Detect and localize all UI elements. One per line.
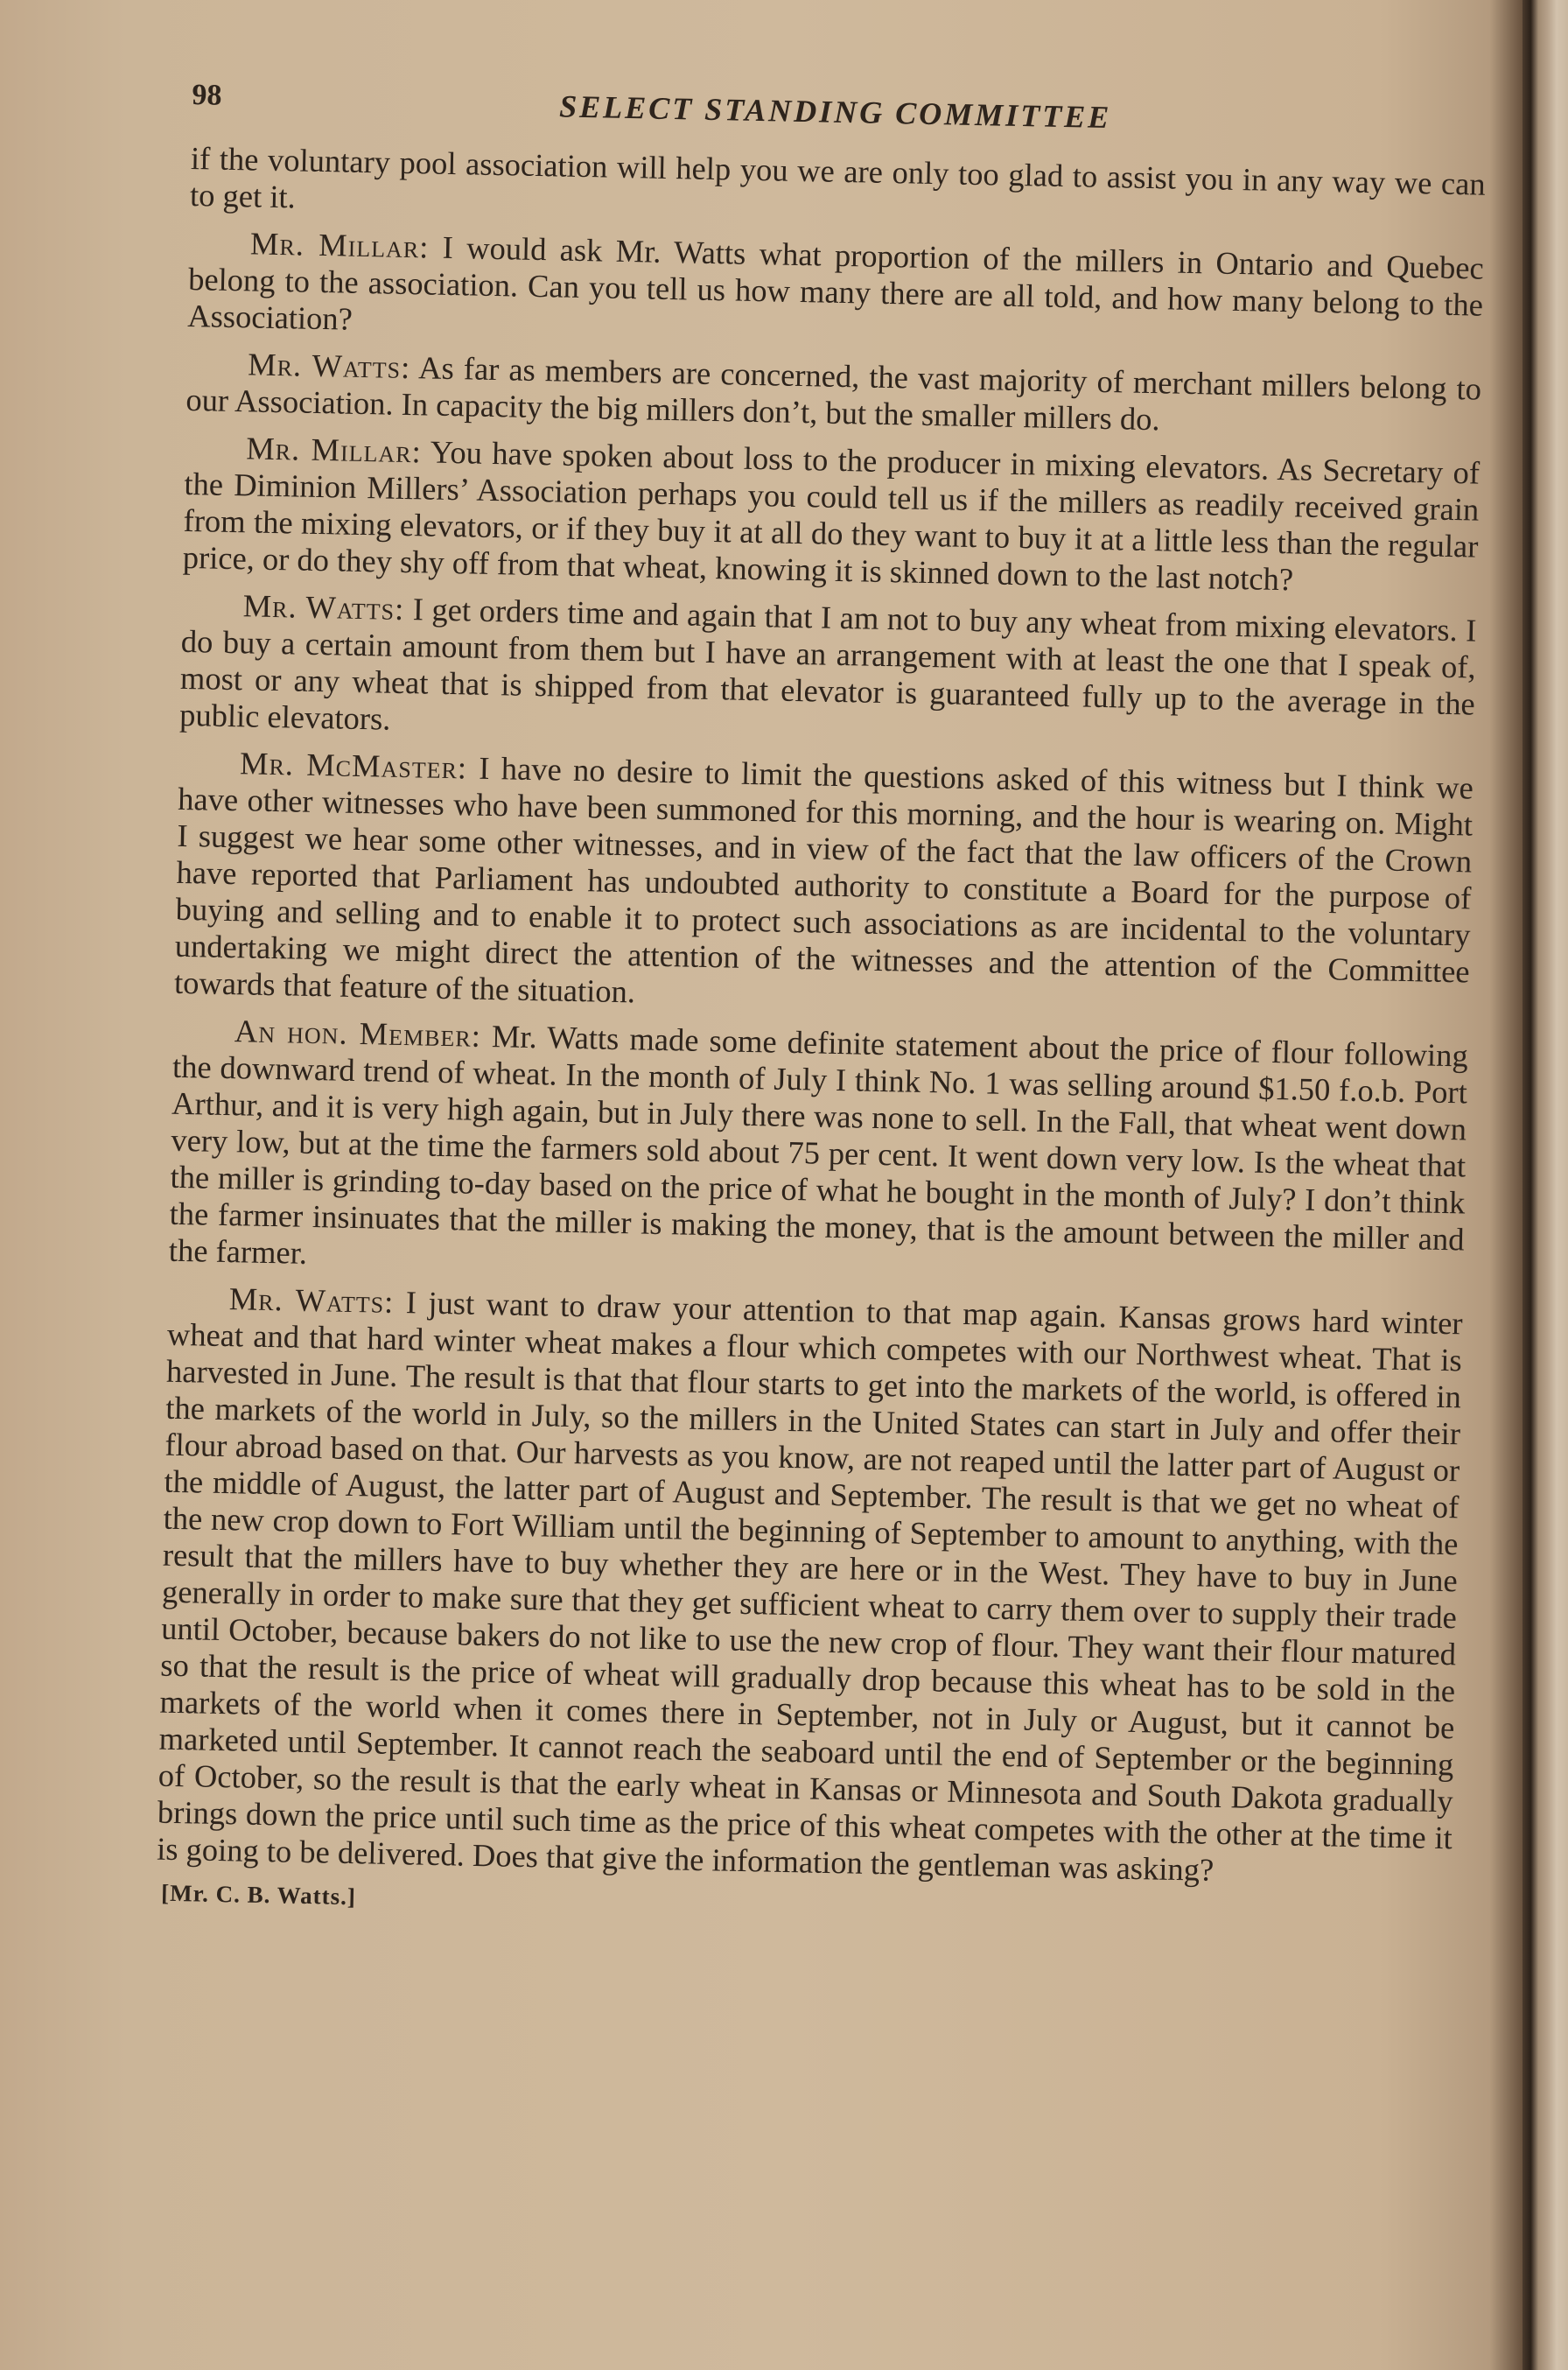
speaker-name: Mr. Watts: bbox=[242, 587, 405, 627]
page-number: 98 bbox=[192, 78, 222, 112]
paragraph-millar-question bbox=[187, 224, 1484, 361]
paragraph-text: I get orders time and again that I am not to buy any wheat from mixing elevators. I do buy a certain amount from them but I have an arrangement with at least the one that I speak of, most or any wheat that is shipped from that elevator is guaranteed fully up to the average in the public elevators. bbox=[178, 591, 1477, 737]
speaker-name: Mr. Watts: bbox=[247, 346, 411, 386]
paragraph-text: I have no desire to limit the questions asked of this witness but I think we have other witnesses who have been summoned for this morning, and the hour is wearing on. Might I suggest we hear some other witnesses, and in view of the fact that the law officers of the Crown have reported that Parliament has undoubted authority to constitute a Board for the purpose of buying and selling and to enable it to protect such associations as are incidental to the voluntary undertaking we might direct the attention of the witnesses and the attention of the Committee towards that feature of the situation. bbox=[173, 749, 1474, 1010]
page-text-block bbox=[156, 70, 1488, 1932]
paragraph-text: I would ask Mr. Watts what proportion of the millers in Ontario and Quebec belong to the association. Can you tell us how many there are all told, and how many belong to the Association? bbox=[186, 228, 1485, 337]
paragraph-watts-orders bbox=[179, 586, 1477, 760]
paragraph-text: You have spoken about loss to the producer in mixing elevators. As Secretary of the Diminion Millers’ Association perhaps you could tell us if the millers as readily received grain from the mixing elevators, or if they buy it at all do they want to buy it at a little less than the regular price, or do they shy off from that wheat, knowing it is skinned down to the last notch? bbox=[182, 433, 1480, 598]
speaker-name: Mr. McMaster: bbox=[239, 745, 468, 786]
page-binding-edge bbox=[1522, 0, 1568, 2370]
speaker-name: Mr. Watts: bbox=[228, 1280, 395, 1320]
speaker-name: An hon. Member: bbox=[234, 1013, 482, 1054]
paragraph-text: As far as members are concerned, the vast majority of merchant millers belong to our Association. In capacity the big millers don’t, but the smaller millers do. bbox=[186, 349, 1482, 438]
speaker-name: Mr. Millar: bbox=[245, 430, 423, 470]
speaker-name: Mr. Millar: bbox=[249, 225, 430, 265]
paragraph-watts-map bbox=[157, 1280, 1463, 1894]
paragraph-text: if the voluntary pool association will help you we are only too glad to assist you in any way we can to get it. bbox=[189, 139, 1487, 215]
witness-note: [Mr. C. B. Watts.] bbox=[160, 1879, 357, 1911]
paragraph-hon-member bbox=[169, 1012, 1469, 1295]
paragraph-text: I just want to draw your attention to that map again. Kansas grows hard winter wheat and that hard winter wheat makes a flour which competes with our Northwest wheat. That is harvested in June. The result is that that flour starts to get into the markets of the world, is offered in the markets of the world in July, so the millers in the United States can start in July and offer their flour abroad based on that. Our harvests as you know, are not reaped until the latter part of August or the middle of August, the latter part of August and September. The result is that we get no wheat of the new crop down to Fort William until the beginning of September to amount to anything, with the result that the millers have to buy whether they are here or in the West. They have to buy in June generally in order to make sure that they get sufficient wheat to carry them over to supply their trade until October, because bakers do not like to use the new crop of flour. They want their flour matured so that the result is the price of wheat will gradually drop because this wheat has to be sold in the markets of the world when it comes there in September, not in July or August, but it cannot be marketed until September. It cannot reach the seaboard until the end of September or the beginning of October, so the result is that the early wheat in Kansas or Minnesota and South Dakota gradually brings down the price until such time as the price of this wheat competes with the other at the time it is going to be delivered. Does that give the information the gentleman was asking? bbox=[156, 1284, 1463, 1888]
paragraph-text: Mr. Watts made some definite statement about the price of flour following the downward trend of wheat. In the month of July I think No. 1 was selling around $1.50 f.o.b. Port Arthur, and it is very high again, but in July there was none to sell. In the Fall, that wheat went down very low, but at the time the farmers sold about 75 per cent. It went down very low. Is the wheat that the miller is grinding to-day based on the price of what he bought in the month of July? I don’t think the farmer insinuates that the miller is making the money, that is the amount between the miller and the farmer. bbox=[168, 1018, 1469, 1271]
running-title: SELECT STANDING COMMITTEE bbox=[558, 88, 1112, 136]
paragraph-millar-mixing bbox=[182, 429, 1480, 602]
paragraph-mcmaster bbox=[174, 744, 1474, 1027]
paragraph-watts-answer bbox=[186, 345, 1481, 445]
